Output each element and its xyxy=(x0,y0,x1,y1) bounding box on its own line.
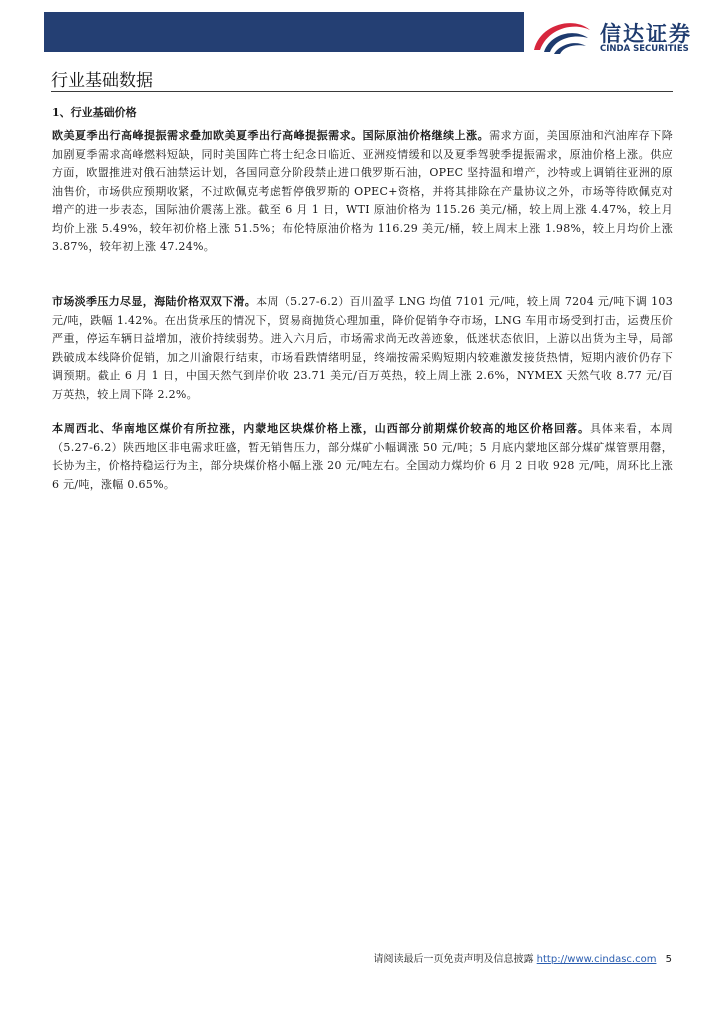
paragraph-body: 具体来看，本周（5.27-6.2）陕西地区非电需求旺盛，暂无销售压力，部分煤矿小幅调涨 50 元/吨；5 月底内蒙地区部分煤矿煤管票用罄，长协为主，价格持稳运行为主，部分块煤价格小幅上涨 20 元/吨左右。全国动力煤均价 6 月 2 日收 928 元/吨，周环比上涨 6 元/吨，涨幅 0.65%。 xyxy=(52,422,673,491)
paragraph-oil xyxy=(52,127,673,257)
paragraph-lead: 欧美夏季出行高峰提振需求叠加欧美夏季出行高峰提振需求。国际原油价格继续上涨。 xyxy=(52,129,490,142)
section-title: 行业基础数据 xyxy=(51,71,153,91)
paragraph-lng xyxy=(52,293,673,404)
footer-disclaimer: 请阅读最后一页免责声明及信息披露 xyxy=(373,954,534,965)
paragraph-lead: 本周西北、华南地区煤价有所拉涨，内蒙地区块煤价格上涨，山西部分前期煤价较高的地区价格回落。 xyxy=(52,422,590,435)
page-number: 5 xyxy=(665,954,672,965)
paragraph-body: 需求方面，美国原油和汽油库存下降加剧夏季需求高峰燃料短缺，同时美国阵亡将士纪念日临近、亚洲疫情缓和以及夏季驾驶季提振需求，原油价格上涨。供应方面，欧盟推进对俄石油禁运计划，各国同意分阶段禁止进口俄罗斯石油，OPEC 坚持温和增产，沙特或上调销往亚洲的原油售价，市场供应预期收紧，不过欧佩克考虑暂停俄罗斯的 OPEC+资格，并将其排除在产量协议之外，市场等待欧佩克对增产的进一步表态，国际油价震荡上涨。截至 6 月 1 日，WTI 原油价格为 115.26 美元/桶，较上周上涨 4.47%，较上月均价上涨 5.49%，较年初价格上涨 51.5%；布伦特原油价格为 116.29 美元/桶，较上周末上涨 1.98%，较上月均价上涨 3.87%，较年初上涨 47.24%。 xyxy=(52,129,673,253)
header-band xyxy=(44,12,524,52)
cinda-logo-icon xyxy=(530,16,594,56)
brand-name-cn: 信达证券 xyxy=(600,22,692,46)
brand-name-en: CINDA SECURITIES xyxy=(600,44,689,54)
paragraph-coal xyxy=(52,420,673,494)
page-footer xyxy=(373,950,672,965)
title-divider xyxy=(51,91,673,92)
subheading: 1、行业基础价格 xyxy=(52,106,137,119)
company-logo xyxy=(528,10,718,56)
paragraph-lead: 市场淡季压力尽显，海陆价格双双下滑。 xyxy=(52,295,257,308)
footer-website-link[interactable]: http://www.cindasc.com xyxy=(536,954,657,965)
paragraph-body: 本周（5.27-6.2）百川盈孚 LNG 均值 7101 元/吨，较上周 7204 元/吨下调 103 元/吨，跌幅 1.42%。在出货承压的情况下，贸易商抛货心理加重，降价促销争夺市场，LNG 车用市场受到打击，运费压价严重，停运车辆日益增加，液价持续弱势。进入六月后，市场需求尚无改善迹象，低迷状态依旧，上游以出货为主导，局部跌破成本线降价促销，加之川渝限行结束，市场看跌情绪明显，终端按需采购短期内较难激发接货热情，短期内液价仍存下调预期。截止 6 月 1 日，中国天然气到岸价收 23.71 美元/百万英热，较上周上涨 2.6%，NYMEX 天然气收 8.77 元/百万英热，较上周下降 2.2%。 xyxy=(52,295,673,401)
